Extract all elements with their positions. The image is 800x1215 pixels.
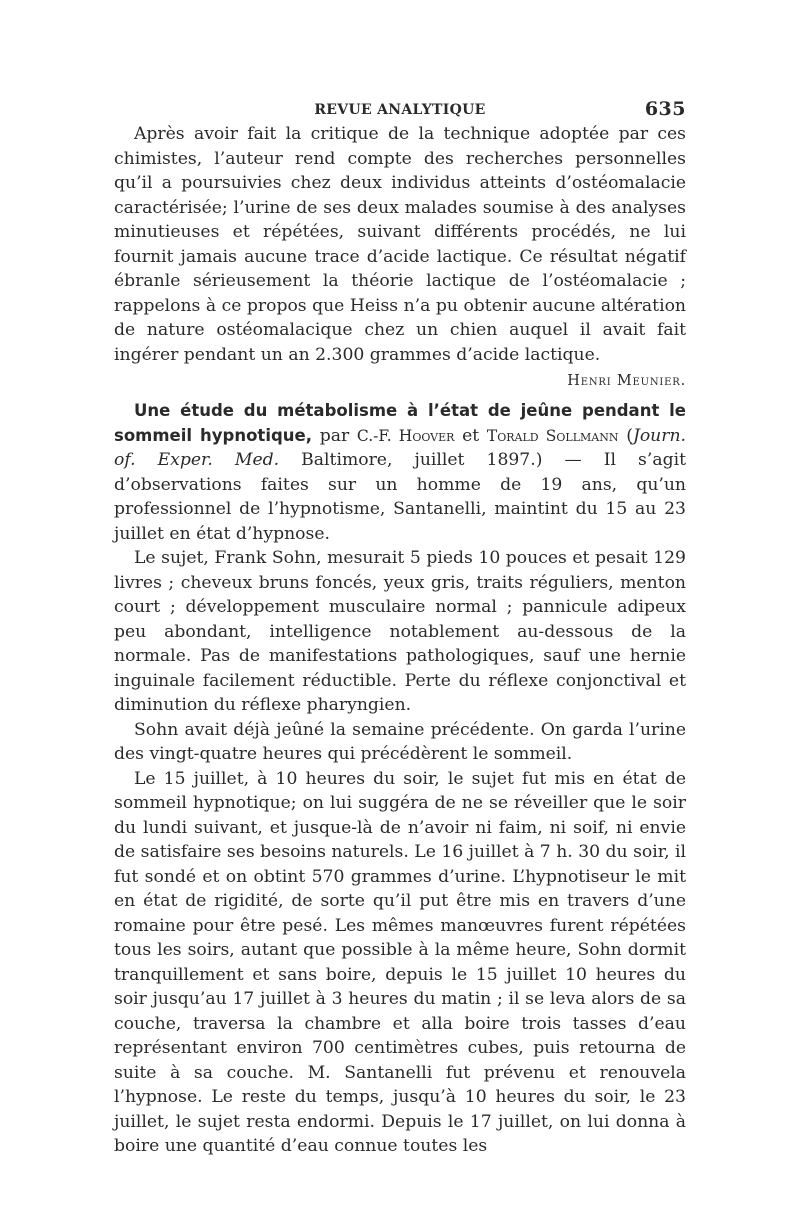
journal-title: Journ. of. Exper. Med. <box>114 425 686 470</box>
article-by: par <box>312 425 357 446</box>
article-author-1: C.-F. Hoover <box>356 426 455 445</box>
article-and: et <box>454 425 487 446</box>
paragraph-sleep: Le 15 juillet, à 10 heures du soir, le sujet fut mis en état de sommeil hypnotique; on lui suggéra de ne se réveiller que le soir du lundi suivant, et jusque-là de n’avoir ni faim, ni soif, ni envie de satisfaire ses besoins naturels. Le 16 juillet à 7 h. 30 du soir, il fut sondé et on obtint 570 grammes d’urine. L’hypnotiseur le mit en état de rigidité, de sorte qu’il put être mis en travers d’une romaine pour être pesé. Les mêmes manœuvres furent répétées tous les soirs, autant que possible à la même heure, Sohn dormit tranquillement et sans boire, depuis le 15 juillet 10 heures du soir jusqu’au 17 juillet à 3 heures du matin ; il se leva alors de sa couche, traversa la chambre et alla boire trois tasses d’eau représentant environ 700 centimètres cubes, puis retourna de suite à sa couche. M. Santanelli fut prévenu et renouvela l’hypnose. Le reste du temps, jusqu’à 10 heures du soir, le 23 juillet, le sujet resta endormi. Depuis le 17 juillet, on lui donna à boire une quantité d’eau connue toutes les <box>114 768 686 1156</box>
article-title: Une étude du métabolisme à l’état de jeûne pendant le sommeil hypnotique, <box>114 401 686 445</box>
paragraph-subject: Le sujet, Frank Sohn, mesurait 5 pieds 10 pouces et pesait 129 livres ; cheveux bruns foncés, yeux gris, traits réguliers, menton court ; développement musculaire normal ; pannicule adipeux peu abondant, intelligence notablement au-dessous de la normale. Pas de manifestations pathologiques, sauf une hernie inguinale facilement réductible. Perte du réflexe conjonctival et diminution du réflexe pharyngien. <box>114 548 686 715</box>
page-number: 635 <box>644 98 686 120</box>
paragraph-fast: Sohn avait déjà jeûné la semaine précédente. On garda l’urine des vingt-quatre heures qui précédèrent le sommeil. <box>114 719 686 764</box>
article-citation: Baltimore, juillet 1897.) — Il s’agit d’observations faites sur un homme de 19 ans, qu’un professionnel de l’hypnotisme, Santanelli, maintint du 15 au 23 juillet en état d’hypnose. <box>114 450 686 544</box>
document-page <box>114 98 686 1159</box>
article-entry <box>114 399 686 546</box>
author-signature: Henri Meunier. <box>567 373 686 389</box>
article-author-2: Torald Sollmann <box>486 426 619 445</box>
article-open-paren: ( <box>618 425 633 446</box>
running-header <box>114 98 686 122</box>
paragraph-critique: Après avoir fait la critique de la technique adoptée par ces chimistes, l’auteur rend compte des recherches personnelles qu’il a poursuivies chez deux individus atteints d’ostéomalacie caractérisée; l’urine de ses deux malades soumise à des analyses minutieuses et répétées, suivant différents procédés, ne lui fournit jamais aucune trace d’acide lactique. Ce résultat négatif ébranle sérieusement la théorie lactique de l’ostéomalacie ; rappelons à ce propos que Heiss n’a pu obtenir aucune altération de nature ostéomalacique chez un chien auquel il avait fait ingérer pendant un an 2.300 grammes d’acide lactique. <box>114 124 686 365</box>
running-title: REVUE ANALYTIQUE <box>314 102 486 118</box>
